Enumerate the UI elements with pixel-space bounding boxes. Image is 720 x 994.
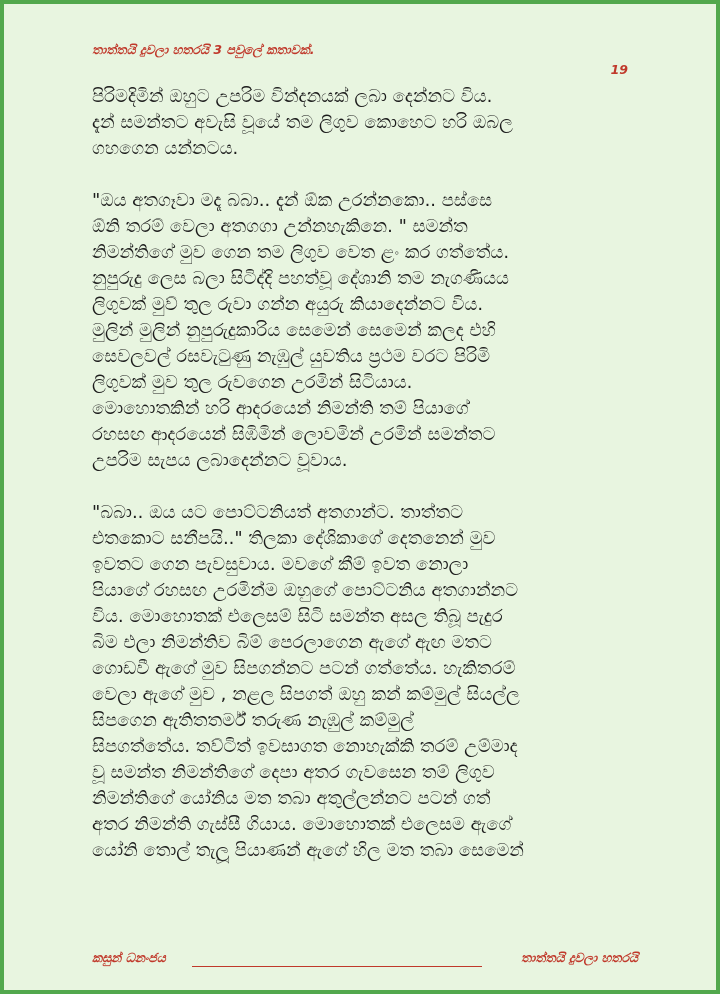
page-number: 19 <box>610 62 628 77</box>
paragraph: "ඔය අතගෑවා මදෑ බබා.. දැන් ඕක උරන්නකො.. පස්සෙ ඕනි තරම් වෙලා අතගගා උන්නහැකිනෙ. " සමන්ත නිමන්තිගේ මුව ගෙන තම ලිගුව වෙත ළං කර ගත්තේය. නුපුරුදු ලෙස බලා සිටිද්දි පහත්වූ දේශානි තම නැගණියය ලිගුවක් මුව් තුල රුවා ගන්න අයුරු කියාදෙන්නට විය. මුලින් මුලින් නුපුරුදුකාරිය සෙමෙන් සෙමෙන් කලද එහි සෙවලවල් රසවැටුණු නැඹුල් යුවතිය ප්‍රථම වරට පිරිමි ලිගුවක් මුව තුල රුවගෙන උරමින් සිටියාය. මොහොතකින් හරි ආදරයෙන් නිමන්ති තම් පියාගේ රහසඟ ආදරයෙන් සිඹිමින් ලොවමින් උරමින් සමන්තට උපරිම සැපය ලබාදෙන්නට වූවාය. <box>92 190 510 471</box>
paragraph: පිරිමදිමින් ඔහුට උපරිම වින්දනයක් ලබා දෙන්නට විය. දැන් සමන්තට අවැසි වූයේ තම ලිගුව කොහෙට හරි ඔබල ගහගෙන යන්නටය. <box>92 86 513 159</box>
footer-book-title: තාත්තයි දුවලා හතරයි <box>521 950 638 965</box>
footer-rule <box>192 966 482 967</box>
footer <box>92 950 638 970</box>
header-title: තාත්තයි දුවලා හතරයි 3 පවුලේ කතාවක්. <box>92 42 315 57</box>
footer-author: කසුන් ධනංජය <box>92 950 166 965</box>
body-text <box>92 84 652 890</box>
paragraph: "බබා.. ඔය යට පොට්ටනියත් අතගාන්ට. තාත්තට එතකොට සනීපයි.." තිලකා දේශිකාගේ දෙතනෙන් මුව ඉවතට ගෙන පැවසුවාය. මවගේ කීම් ඉවත නොලා පියාගේ රහසඟ උරමින්ම ඔහුගේ පොට්ටනිය අතගාන්නට විය. මොහොතක් එලෙසම් සිටි සමන්ත අසල තිබූ පැදුර බිම එලා නිමන්තිව බිම් පෙරලාගෙන ඇගේ ඇඟ මතට ගොඩවී ඇගේ මුව සිපගන්නට පටන් ගත්තේය. හැකිතරම් වෙලා ඇගේ මුව , නළල සිපගත් ඔහු කන් කම්මුල් සියල්ල සිපගෙන ඇතිතතර්ම් තරුණ නැඹුල් කම්මුල් සිපගත්තේය. තව්ටිත් ඉවසාගත නොහැක්කි තරම් උම්මාද වූ සමන්ත නිමන්තිගේ දෙපා අතර ගැවසෙන තම් ලිගුව නිමන්තිගේ යෝනිය මත තබා අතුල්ලන්නට පටන් ගත් අතර නිමන්ති ගැස්සී ගියාය. මොහොතක් එලෙසම ඇගේ යෝනි තොල් තැලූ පියාණන් ඇගේ හිල මත තබා සෙමෙන් <box>92 502 524 861</box>
